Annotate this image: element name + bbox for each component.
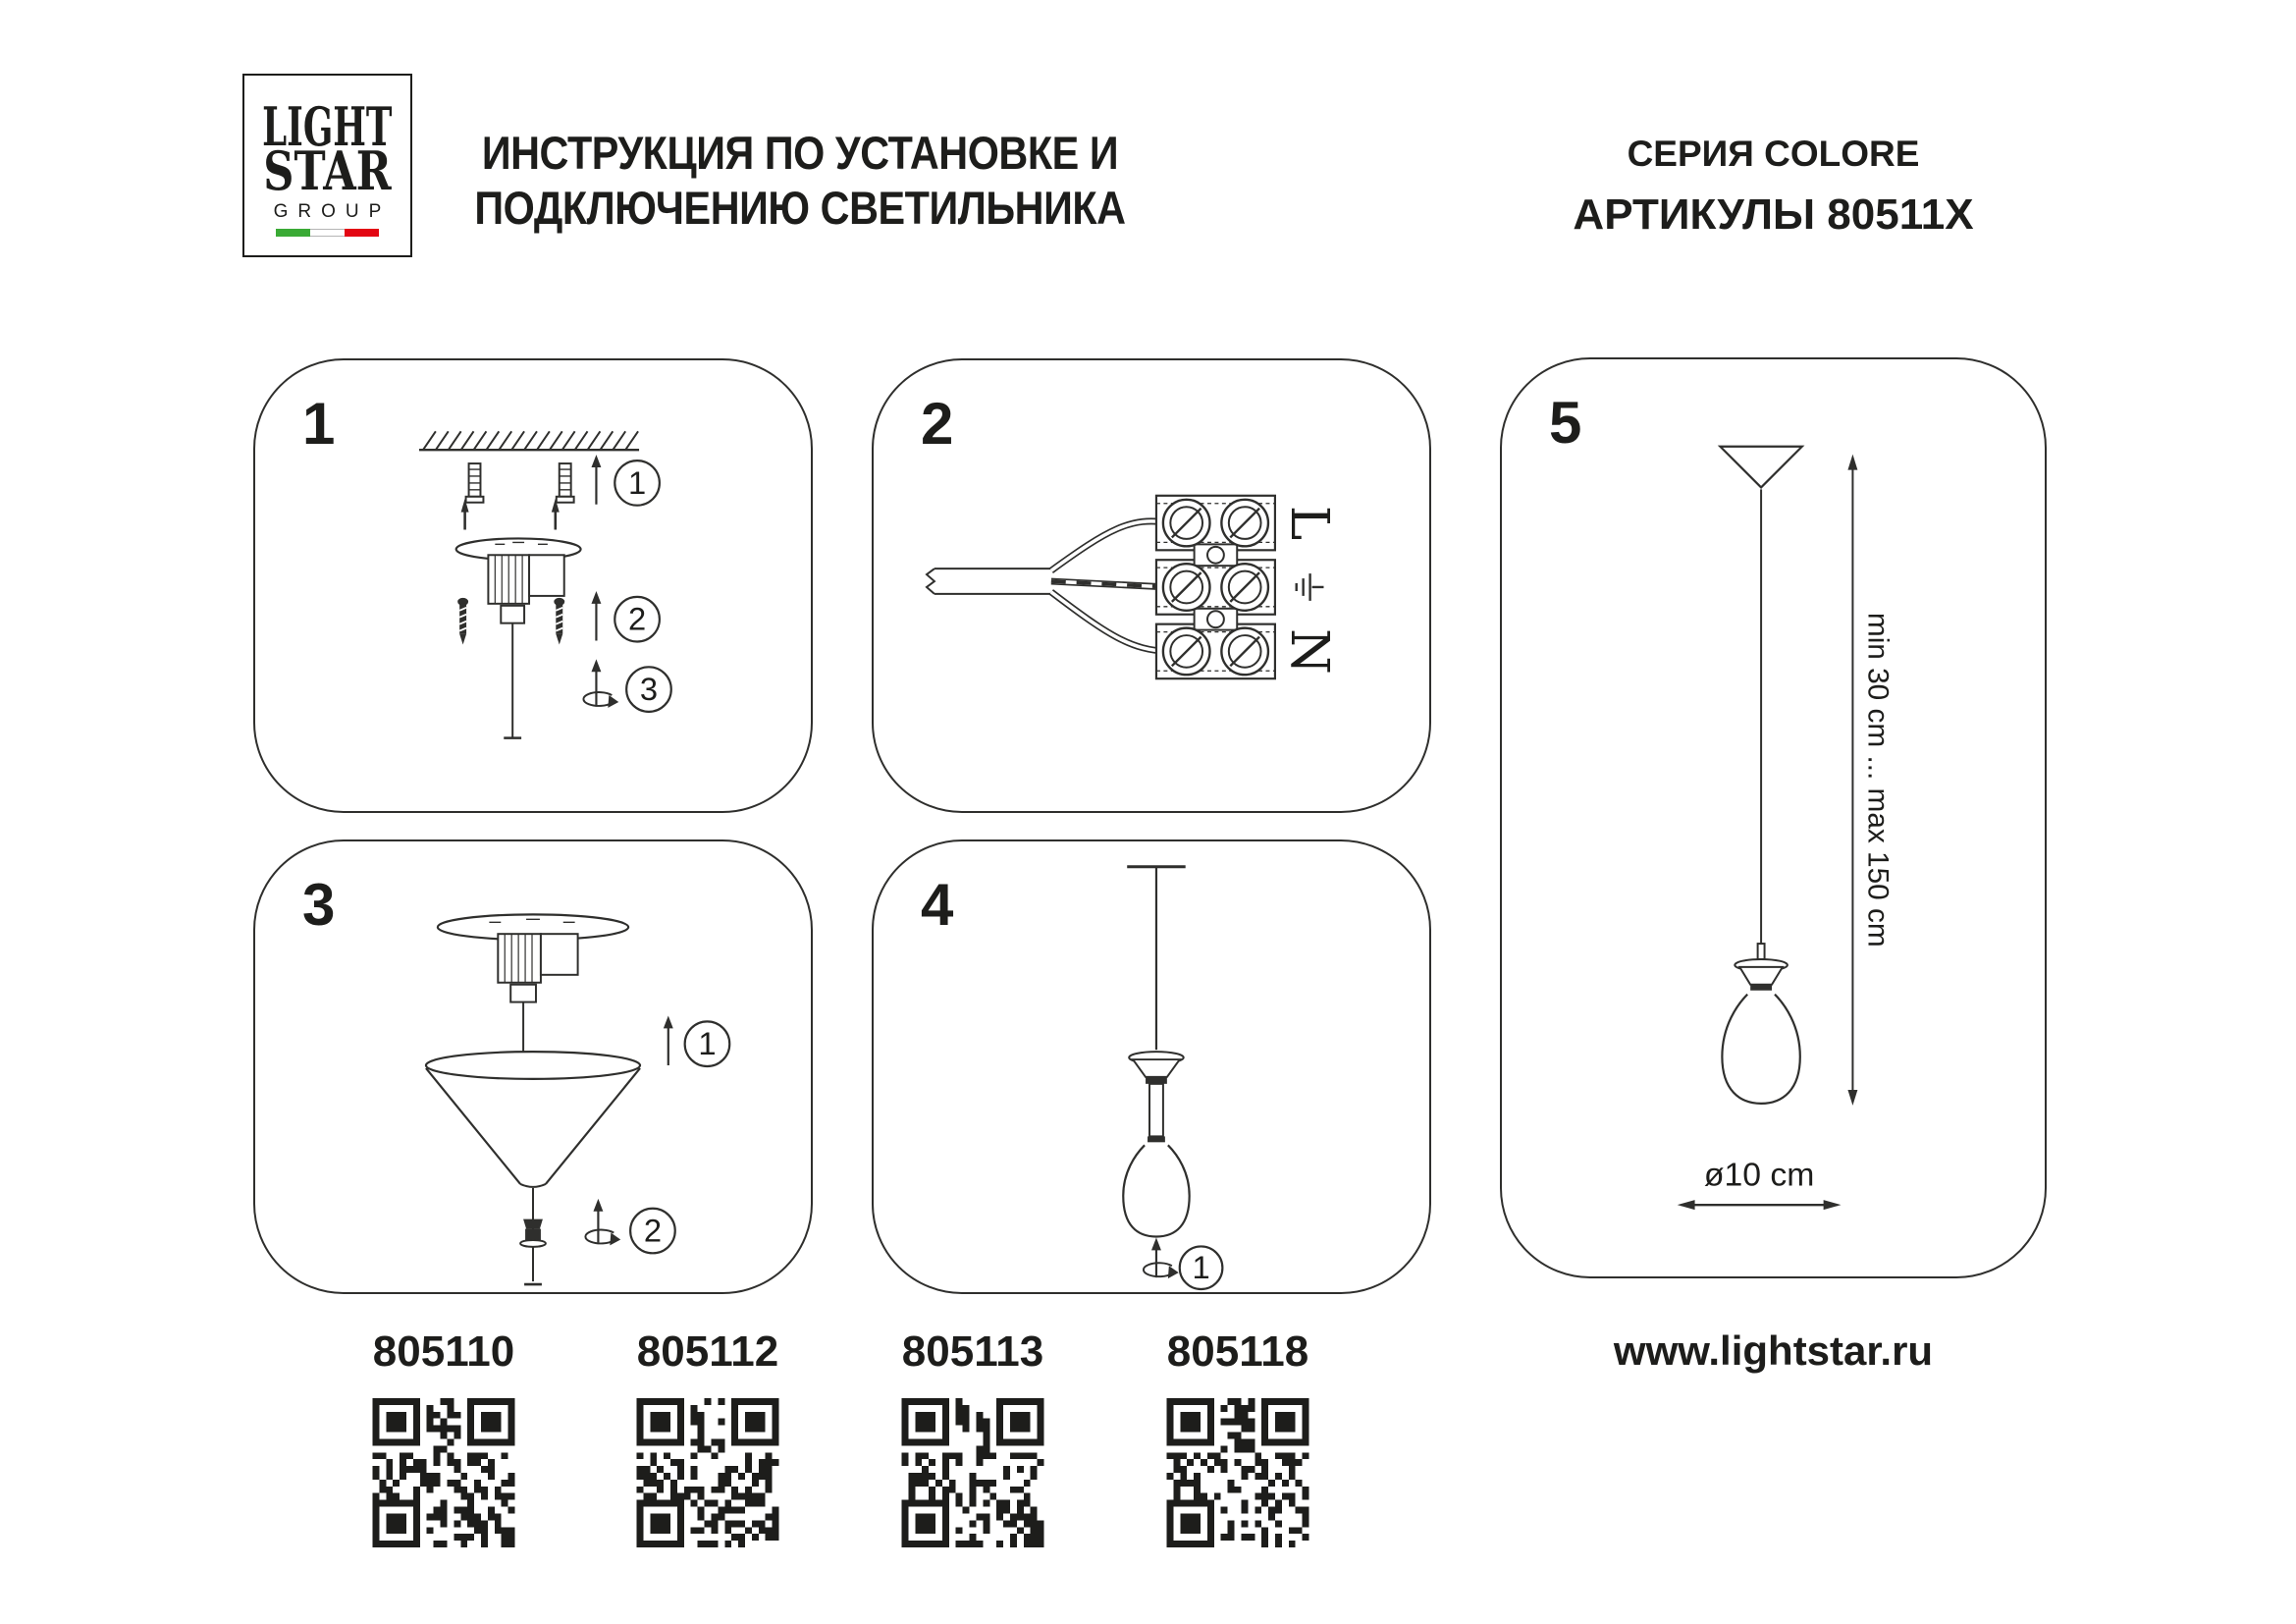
teardrop-shade-drawing — [1123, 1145, 1189, 1236]
up-arrow-icon — [591, 455, 601, 467]
rotate-arrow-icon — [1144, 1263, 1172, 1276]
flag-white — [310, 229, 345, 237]
panel-number: 2 — [921, 391, 954, 457]
panel1-drawing — [255, 360, 811, 811]
step-number: 1 — [698, 1025, 717, 1062]
qr-code — [636, 1398, 779, 1547]
step-1-annotation — [591, 455, 659, 506]
logo-word-star: STAR — [263, 139, 392, 202]
rotate-arrow-icon — [583, 692, 612, 706]
diameter-dimension-label: ø10 cm — [1703, 1156, 1815, 1194]
step-number: 1 — [1192, 1249, 1210, 1286]
qr-code — [1166, 1398, 1309, 1547]
panel3-drawing — [255, 841, 811, 1292]
panel-number: 4 — [921, 872, 954, 938]
up-arrow-icon — [591, 591, 601, 604]
step-1-annotation — [664, 1015, 729, 1066]
step-1-annotation — [1144, 1237, 1222, 1289]
screw-icon — [554, 598, 564, 645]
website-url: www.lightstar.ru — [1613, 1327, 1934, 1374]
up-arrow-icon — [664, 1015, 673, 1028]
height-dimension — [1847, 455, 1894, 1106]
lightstar-logo — [242, 74, 412, 257]
step-3-annotation — [583, 659, 670, 712]
teardrop-shade-drawing — [1722, 995, 1799, 1104]
article-code: 805118 — [1166, 1327, 1309, 1376]
article-code: 805110 — [372, 1327, 515, 1376]
panel4-drawing — [874, 841, 1429, 1292]
pendant-lamp-drawing — [1720, 447, 1801, 1104]
wire-neutral — [1051, 592, 1169, 651]
screw-icon — [457, 598, 468, 645]
terminal-label-neutral: N — [1279, 628, 1342, 675]
earth-icon — [1297, 573, 1324, 601]
wire-live — [1051, 521, 1169, 570]
flag-red — [345, 229, 379, 237]
up-arrow-icon — [1151, 1237, 1161, 1250]
step-number: 2 — [643, 1212, 663, 1249]
rotate-arrow-icon — [585, 1230, 614, 1244]
ceiling-hatch — [419, 431, 639, 450]
logo-word-light: LIGHT — [262, 95, 393, 158]
step-number: 2 — [627, 600, 647, 637]
dimensions-panel — [1500, 357, 2047, 1278]
step-panel-1 — [253, 358, 813, 813]
articles-title: АРТИКУЛЫ 80511X — [1573, 190, 1974, 239]
panel2-drawing — [874, 360, 1429, 811]
step-number: 1 — [627, 463, 647, 501]
height-dimension-label: min 30 cm ... max 150 cm — [1861, 612, 1895, 947]
series-title: СЕРИЯ COLORE — [1627, 134, 1920, 174]
panel-number: 3 — [302, 872, 336, 938]
qr-code — [372, 1398, 515, 1547]
mains-cable-drawing — [927, 568, 1051, 594]
logo-word-group: GROUP — [273, 201, 392, 222]
terminal-label-live: L — [1279, 505, 1342, 541]
wall-plug-icon — [552, 463, 574, 529]
page-title — [467, 126, 1133, 236]
wire-earth-striped — [1051, 581, 1169, 587]
step-panel-3 — [253, 839, 813, 1294]
up-arrow-icon — [593, 1199, 603, 1212]
page-title-line1: ИНСТРУКЦИЯ ПО УСТАНОВКЕ И — [481, 127, 1119, 179]
step-panel-4 — [872, 839, 1431, 1294]
right-arrow-icon — [1824, 1200, 1842, 1210]
italian-flag-icon — [276, 229, 380, 237]
up-arrow-icon — [591, 659, 601, 672]
left-arrow-icon — [1678, 1200, 1695, 1210]
panel-number: 1 — [302, 391, 336, 457]
cone-shade-drawing — [426, 1052, 640, 1187]
up-arrow-icon — [1847, 455, 1857, 470]
wall-plug-icon — [461, 463, 484, 529]
step-panel-2 — [872, 358, 1431, 813]
page-title-line2: ПОДКЛЮЧЕНИЮ СВЕТИЛЬНИКА — [474, 182, 1126, 234]
step-2-annotation — [585, 1199, 674, 1254]
panel-number: 5 — [1549, 390, 1582, 456]
step-number: 3 — [639, 670, 659, 707]
ceiling-canopy-drawing — [456, 538, 581, 737]
ceiling-canopy-drawing — [438, 914, 628, 1053]
step-2-annotation — [591, 591, 659, 642]
qr-code — [901, 1398, 1044, 1547]
flag-green — [276, 229, 310, 237]
cable-grip-drawing — [520, 1188, 546, 1284]
diameter-dimension — [1678, 1156, 1842, 1210]
article-code: 805112 — [636, 1327, 779, 1376]
down-arrow-icon — [1847, 1090, 1857, 1106]
pendant-rod-drawing — [1127, 867, 1185, 1143]
article-code: 805113 — [901, 1327, 1044, 1376]
panel5-drawing — [1502, 359, 2045, 1276]
